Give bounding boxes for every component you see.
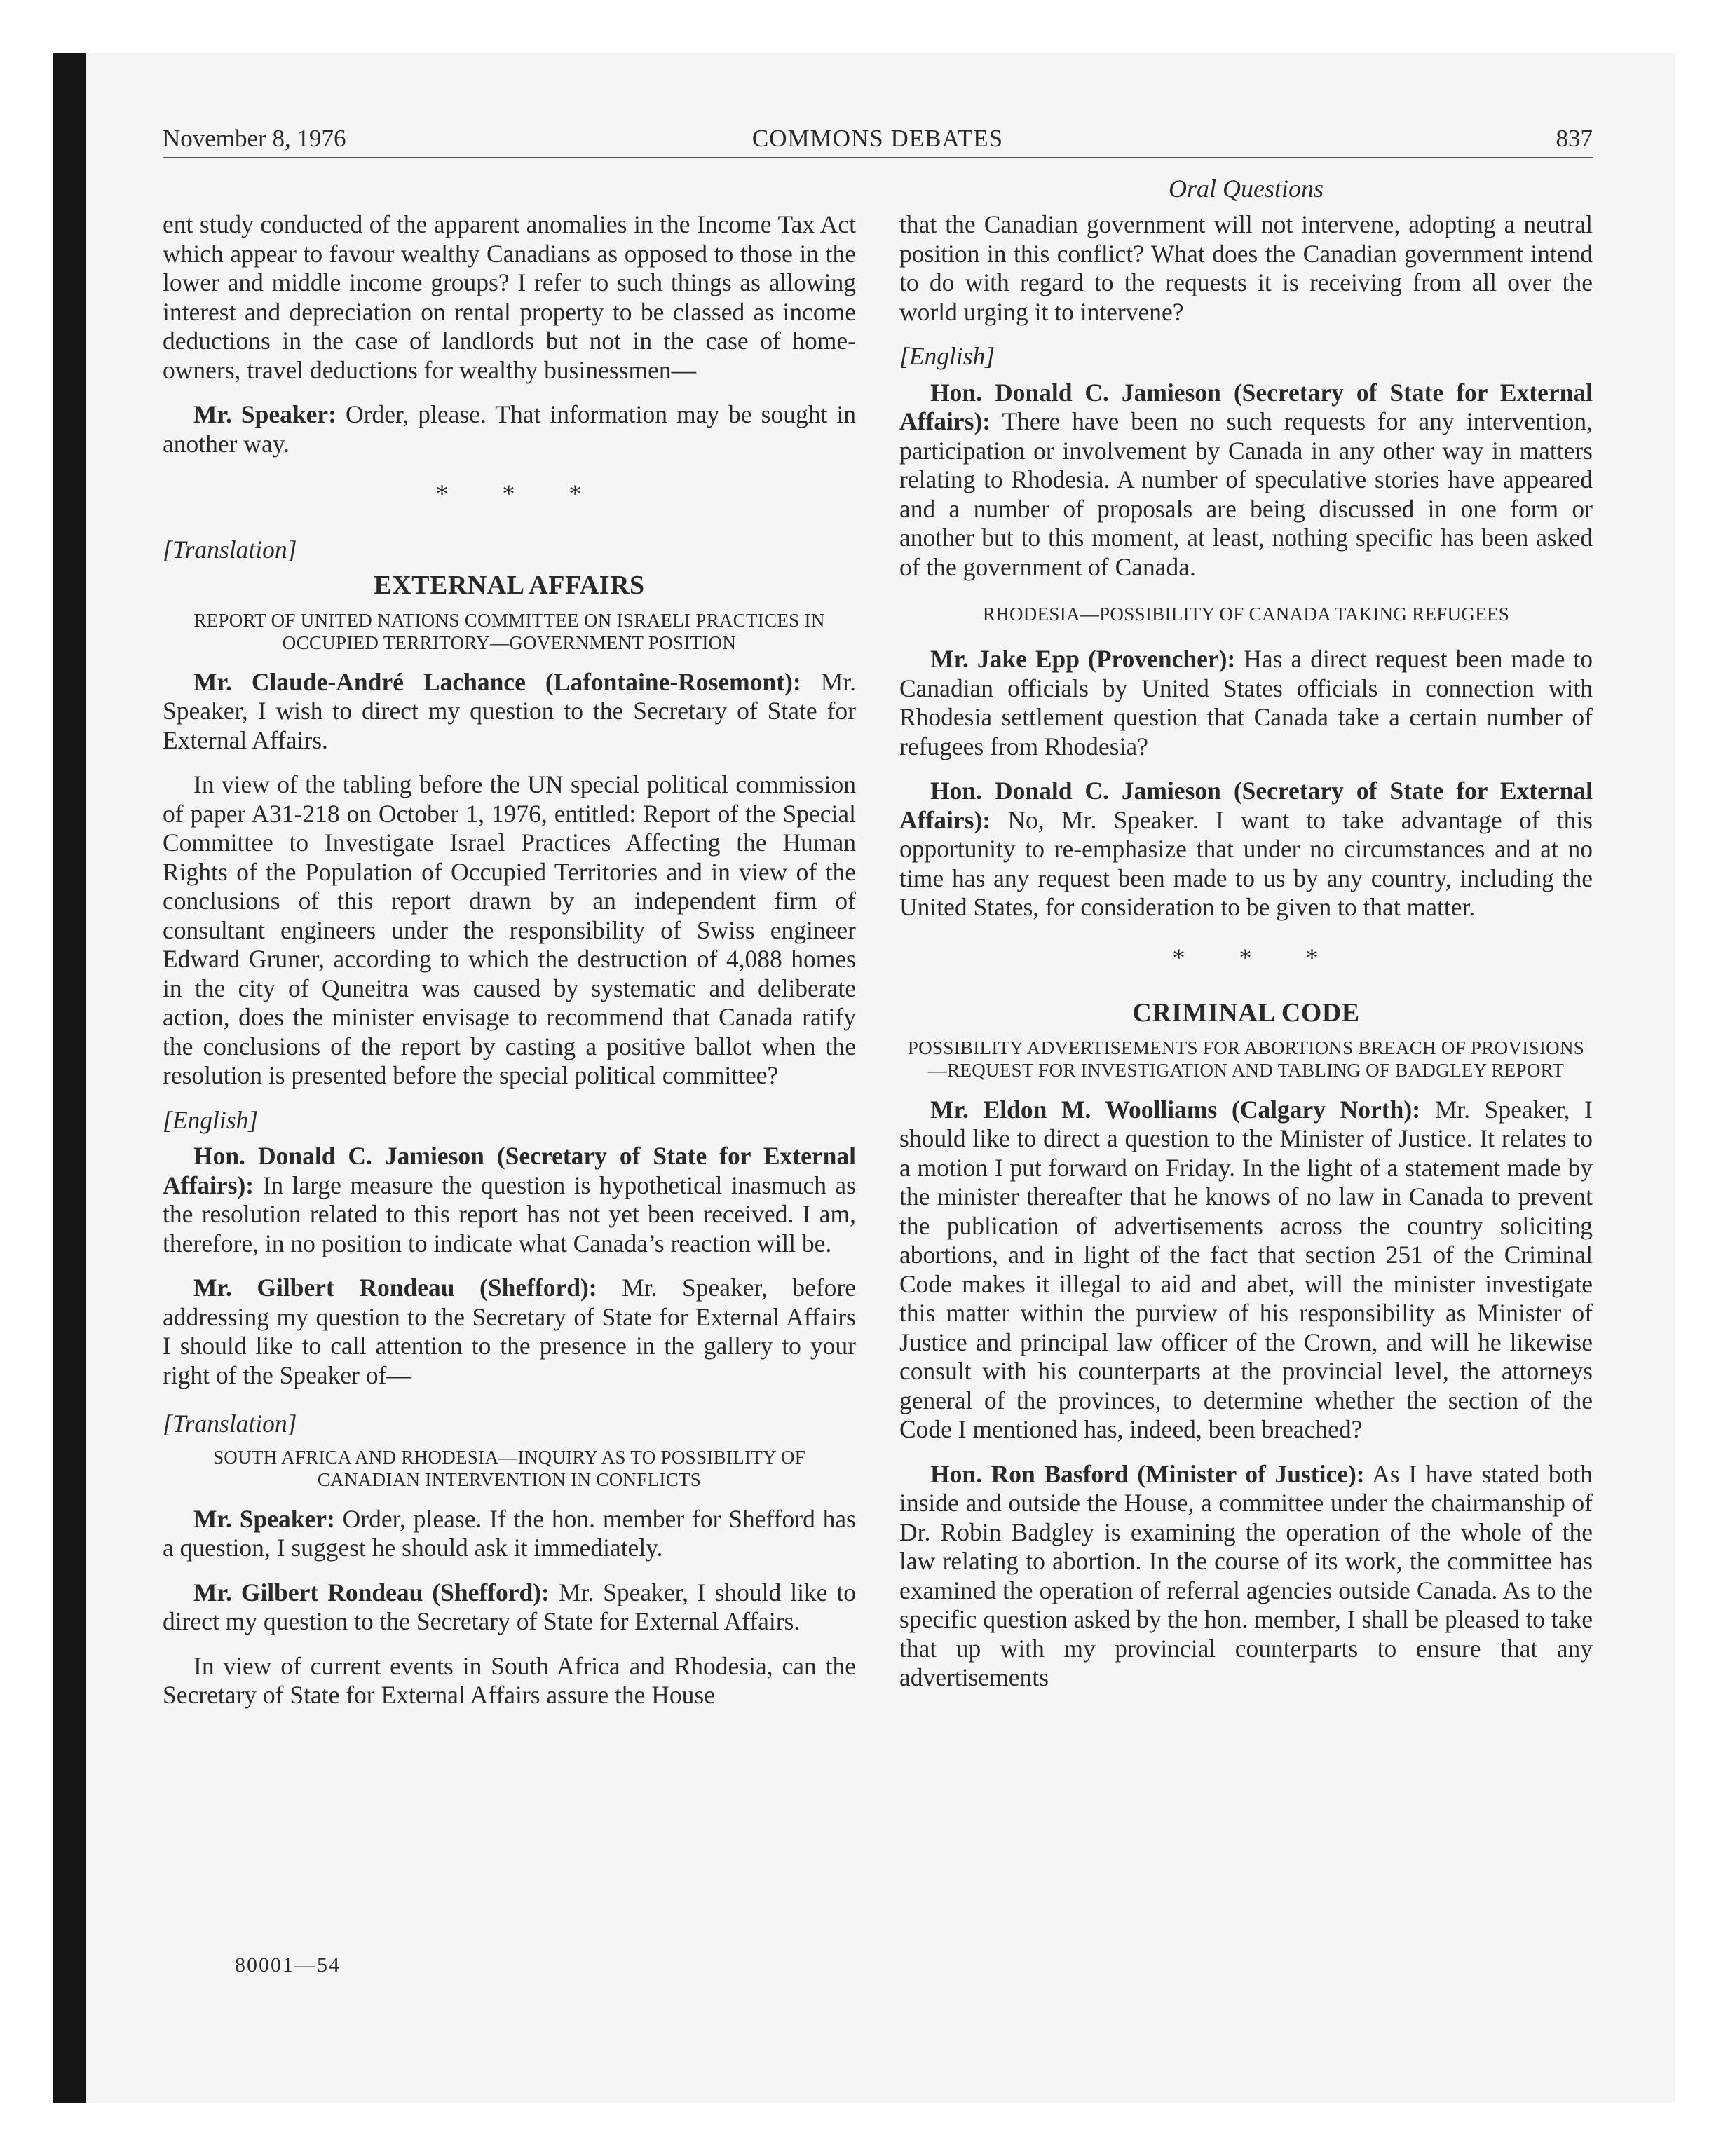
speech-text: Order, please. If the hon. member for Shefford has a question, I suggest he should ask it immediately. [163,1504,857,1562]
language-tag: [English] [899,342,995,370]
paragraph [899,378,1593,582]
speaker-name: Hon. Donald C. Jamieson (Secretary of State for External Affairs): [899,378,1593,435]
language-tag: [English] [163,1105,259,1134]
speech-text: Order, please. That information may be sought in another way. [163,400,856,458]
subheading: SOUTH AFRICA AND RHODESIA—INQUIRY AS TO POSSIBILITY OF CANADIAN INTERVENTION IN CONFLICTS [212,1446,806,1490]
language-tag: [Translation] [163,535,297,564]
right-column [899,210,1593,1708]
paragraph [163,1142,856,1258]
paragraph [163,400,856,458]
subheading: REPORT OF UNITED NATIONS COMMITTEE ON ISRAELI PRACTICES IN OCCUPIED TERRITORY—GOVERNMENT POSITION [193,609,825,653]
speaker-name: Hon. Ron Basford (Minister of Justice): [930,1459,1365,1488]
speech-text: Mr. Speaker, I should like to direct a question to the Minister of Justice. It relates to a motion I put forward on Friday. In the light of a statement made by the minister thereafter that he knows of no law in Canada to prevent the publication of advertisements across the country soliciting abortions, and in light of the fact that section 251 of the Criminal Code makes it illegal to aid and abet, will the minister investigate this matter within the purview of his responsibility as Minister of Justice and principal law officer of the Crown, and will he likewise consult with his counterparts at the provincial level, the attorneys general of the provinces, to determine whether the section of the Code I mentioned has, indeed, been breached? [899,1095,1593,1443]
section-title: EXTERNAL AFFAIRS [374,571,645,600]
paragraph: that the Canadian government will not intervene, adopting a neutral position in this conflict? What does the Canadian government intend to do with regard to the requests it is receiving from all over the world urging it to intervene? [899,210,1593,326]
header-page-number: 837 [1556,125,1593,152]
section-break-stars: * * * [435,479,606,507]
paragraph: In view of current events in South Africa and Rhodesia, can the Secretary of State for External Affairs assure the House [163,1651,856,1709]
speech-text: Mr. Speaker, before addressing my question to the Secretary of State for External Affairs I should like to call attention to the presence in the gallery to your right of the Speaker of— [163,1274,856,1389]
paragraph [163,1274,856,1390]
section-break-stars: * * * [1172,943,1342,971]
speaker-name: Mr. Speaker: [193,400,336,428]
speech-text: Mr. Speaker, I should like to direct my question to the Secretary of State for External Affairs. [163,1578,857,1635]
speech-text: As I have stated both inside and outside the House, a committee under the chairmanship of Dr. Robin Badgley is examining the operation of the whole of the law relating to abortion. In the course of its work, the committee has examined the operation of referral agencies outside Canada. As to the specific question asked by the hon. member, I shall be pleased to take that up with my provincial counterparts to ensure that any advertisements [899,1459,1593,1691]
left-column [163,210,856,1726]
paragraph [163,1505,856,1563]
speaker-name: Mr. Claude-André Lachance (Lafontaine-Rosemont): [193,667,801,696]
paragraph: In view of the tabling before the UN special political commission of paper A31-218 on October 1, 1976, entitled: Report of the Special Committee to Investigate Israel Practices Affecting the Human Rights of the Population of Occupied Territories and in view of the conclusions of this report drawn by an independent firm of consultant engineers under the responsibility of Swiss engineer Edward Gruner, according to which the destruction of 4,088 homes in the city of Quneitra was caused by systematic and deliberate action, does the minister envisage to recommend that Canada ratify the conclusions of the report by casting a positive ballot when the resolution is presented before the special political committee? [163,770,856,1089]
speech-text: Has a direct request been made to Canadian officials by United States officials in connection with Rhodesia settlement question that Canada take a certain number of refugees from Rhodesia? [899,645,1593,760]
speaker-name: Hon. Donald C. Jamieson (Secretary of State for External Affairs): [163,1142,856,1199]
speech-text: No, Mr. Speaker. I want to take advantage of this opportunity to re-emphasize that under no circumstances and at no time has any request been made to us by any country, including the United States, for consideration to be given to that matter. [899,805,1593,921]
running-head: Oral Questions [1168,175,1324,203]
header-date: November 8, 1976 [163,125,346,152]
speaker-name: Mr. Eldon M. Woolliams (Calgary North): [930,1095,1421,1124]
page-header [163,125,1593,160]
speech-text: In large measure the question is hypothetical inasmuch as the resolution related to this report has not yet been received. I am, therefore, in no position to indicate what Canada’s reaction will be. [163,1171,856,1257]
speech-text: There have been no such requests for any intervention, participation or involvement by Canada in any other way in matters relating to Rhodesia. A number of speculative stories have appeared and a number of proposals are being discussed in one form or another but to this moment, at least, nothing specific has been asked of the government of Canada. [899,407,1593,581]
speaker-name: Hon. Donald C. Jamieson (Secretary of State for External Affairs): [899,777,1593,834]
paragraph [899,645,1593,761]
paragraph [899,777,1593,922]
speaker-name: Mr. Speaker: [193,1504,335,1533]
paragraph [899,1096,1593,1445]
header-rule [163,157,1593,158]
paragraph [163,1578,856,1637]
scan-binding-edge [53,53,86,2103]
subheading: POSSIBILITY ADVERTISEMENTS FOR ABORTIONS BREACH OF PROVISIONS—REQUEST FOR INVESTIGATION AND TABLING OF BADGLEY REPORT [907,1037,1585,1081]
paragraph: ent study conducted of the apparent anomalies in the Income Tax Act which appear to favour wealthy Canadians as opposed to those in the lower and middle income groups? I refer to such things as allowing interest and depreciation on rental property to be classed as income deductions in the case of landlords but not in the case of home-owners, travel deductions for wealthy businessmen— [163,210,856,384]
footer-code: 80001—54 [235,1953,341,1977]
paragraph [163,668,856,756]
paragraph [899,1460,1593,1693]
speaker-name: Mr. Gilbert Rondeau (Shefford): [193,1274,597,1302]
speech-text: Mr. Speaker, I wish to direct my question to the Secretary of State for External Affairs. [163,667,857,754]
header-title: COMMONS DEBATES [751,125,1004,152]
language-tag: [Translation] [163,1410,297,1438]
subheading: RHODESIA—POSSIBILITY OF CANADA TAKING REFUGEES [982,603,1510,625]
speaker-name: Mr. Gilbert Rondeau (Shefford): [193,1578,550,1606]
section-title: CRIMINAL CODE [1132,998,1360,1028]
speaker-name: Mr. Jake Epp (Provencher): [930,645,1236,673]
